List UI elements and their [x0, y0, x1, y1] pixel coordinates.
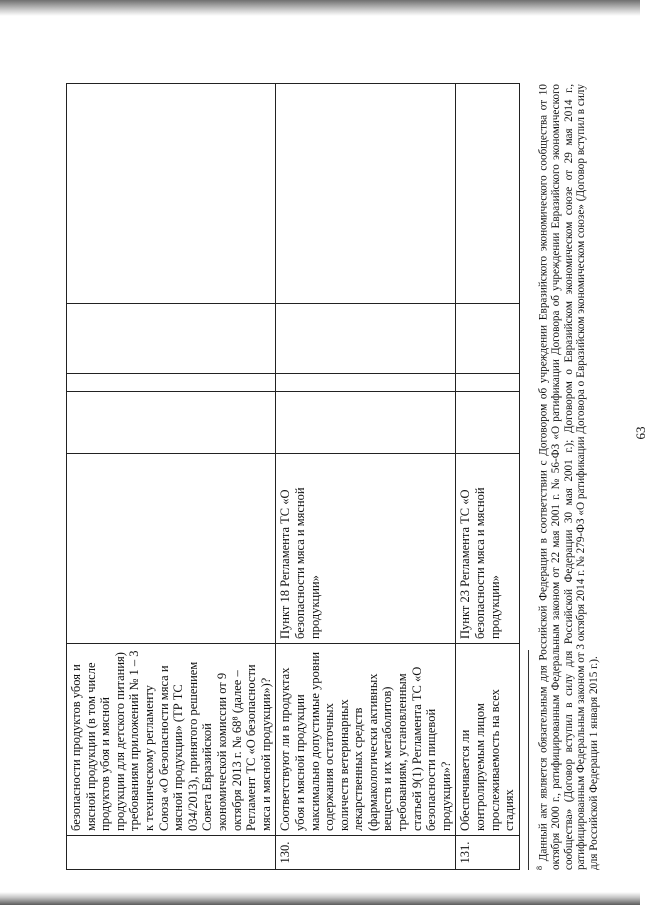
empty-cell: [456, 374, 519, 392]
row-number: 131.: [456, 836, 519, 870]
empty-cell: [456, 392, 519, 454]
question-cell: безопасности продуктов убоя и мясной продукции (в том числе продуктов убоя и мясной продукции для детского питания) требованиям приложений № 1 – 3 к техническому регламенту Союза «О безопасности мяса и мясной продукции» (ТР ТС 034/2013), принятого решением Совета Евразийской экономической комиссии от 9 октября 2013 г. № 68⁸ (далее – Регламент ТС «О безопасности мяса и мясной продукции»)?: [67, 644, 276, 836]
question-cell: Соответствуют ли в продуктах убоя и мясной продукции максимально допустимые уровни содержания остаточных количеств ветеринарных лекарственных средств (фармакологически активных веществ и их метаболитов) требованиям, установленным статьей 9(1) Регламента ТС «О безопасности пищевой продукции»?: [276, 644, 456, 836]
footnote: [534, 84, 600, 870]
footnote-separator: [528, 650, 529, 870]
page-number: 63: [633, 426, 648, 440]
row-number: [67, 836, 276, 870]
scan-edge-top: [0, 0, 640, 16]
checklist-table: [66, 83, 520, 870]
table-row: [456, 84, 519, 870]
reference-cell: [67, 454, 276, 644]
empty-cell: [456, 84, 519, 304]
question-cell: Обеспечивается ли контролируемым лицом прослеживаемость на всех стадиях: [456, 644, 519, 836]
empty-cell: [67, 374, 276, 392]
row-number: 130.: [276, 836, 456, 870]
table-row: [67, 84, 276, 870]
table-row: [276, 84, 456, 870]
empty-cell: [276, 84, 456, 304]
scan-edge-bottom: [0, 892, 640, 905]
empty-cell: [67, 304, 276, 374]
empty-cell: [67, 84, 276, 304]
empty-cell: [276, 304, 456, 374]
rotated-page-content: [66, 80, 626, 870]
reference-cell: Пункт 18 Регламента ТС «О безопасности мяса и мясной продукции»: [276, 454, 456, 644]
empty-cell: [67, 392, 276, 454]
footnote-marker: 8: [535, 866, 544, 870]
reference-cell: Пункт 23 Регламента ТС «О безопасности мяса и мясной продукции»: [456, 454, 519, 644]
footnote-text: Данный акт является обязательным для Российской Федерации в соответствии с Договором об учреждении Евразийского экономического сообщества от 10 октября 2000 г., ратифицированным Федеральным законом от 22 мая 2001 г. № 56-ФЗ «О ратификации Договора об учреждении Евразийского экономического сообщества» (Договор вступил в силу для Российской Федерации 30 мая 2001 г.); Договором о Евразийском экономическом союзе от 29 мая 2014 г., ратифицированным Федеральным законом от 3 октября 2014 г. № 279-ФЗ «О ратификации Договора о Евразийском экономическом союзе» (Договор вступил в силу для Российской Федерации 1 января 2015 г.).: [537, 84, 600, 870]
empty-cell: [276, 392, 456, 454]
empty-cell: [456, 304, 519, 374]
empty-cell: [276, 374, 456, 392]
